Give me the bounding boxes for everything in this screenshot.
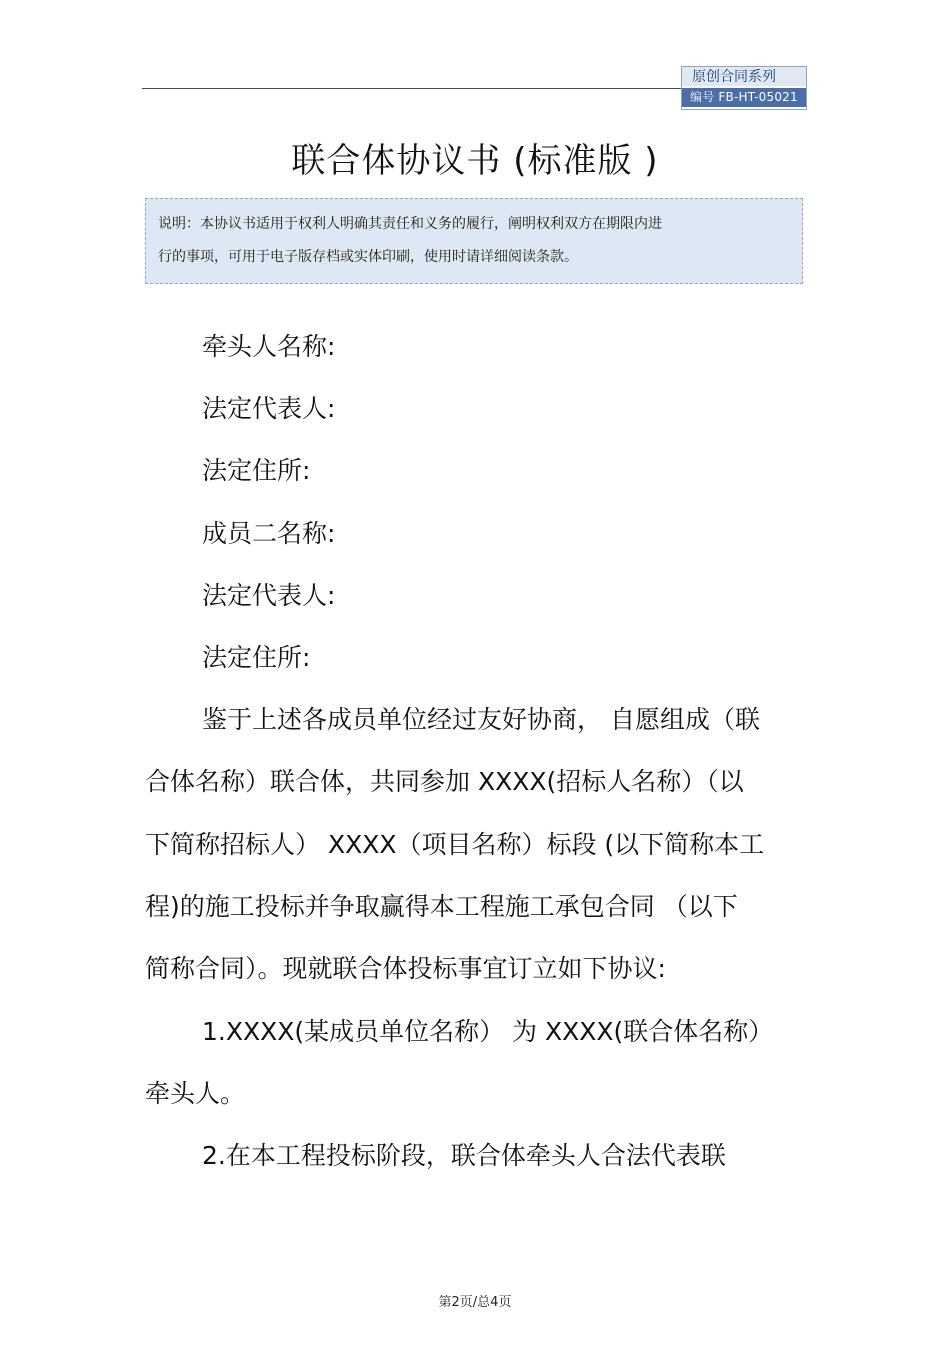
page-number: 第2页/总4页 (438, 1295, 512, 1310)
series-code: 编号 FB-HT-05021 (682, 88, 806, 107)
series-label: 原创合同系列 (682, 67, 806, 88)
field-member2-name: 成员二名称: (202, 519, 336, 548)
note-line-2: 行的事项，可用于电子版存档或实体印刷，使用时请详细阅读条款。 (158, 249, 578, 265)
paragraph-line-1: 鉴于上述各成员单位经过友好协商， 自愿组成（联 (202, 705, 760, 734)
note-line-1: 说明：本协议书适用于权利人明确其责任和义务的履行，阐明权利双方在期限内进 (158, 216, 662, 232)
field-member2-representative: 法定代表人: (202, 581, 336, 610)
clause-2-line-1: 2.在本工程投标阶段，联合体牵头人合法代表联 (202, 1141, 726, 1170)
paragraph-line-4: 程)的施工投标并争取赢得本工程施工承包合同 （以下 (145, 892, 738, 921)
paragraph-line-2: 合体名称）联合体，共同参加 XXXX(招标人名称）（以 (145, 767, 744, 796)
clause-1-line-1: 1.XXXX(某成员单位名称） 为 XXXX(联合体名称） (202, 1017, 774, 1046)
paragraph-line-5: 简称合同）。现就联合体投标事宜订立如下协议: (145, 954, 666, 983)
field-lead-address: 法定住所: (202, 456, 311, 485)
series-badge (681, 66, 807, 110)
clause-1-line-2: 牵头人。 (145, 1079, 246, 1108)
field-lead-representative: 法定代表人: (202, 394, 336, 423)
description-note (145, 198, 803, 284)
document-title: 联合体协议书 (标准版 ) (291, 141, 659, 181)
paragraph-line-3: 下简称招标人） XXXX（项目名称）标段 (以下简称本工 (145, 830, 765, 859)
field-lead-name: 牵头人名称: (202, 332, 336, 361)
field-member2-address: 法定住所: (202, 643, 311, 672)
